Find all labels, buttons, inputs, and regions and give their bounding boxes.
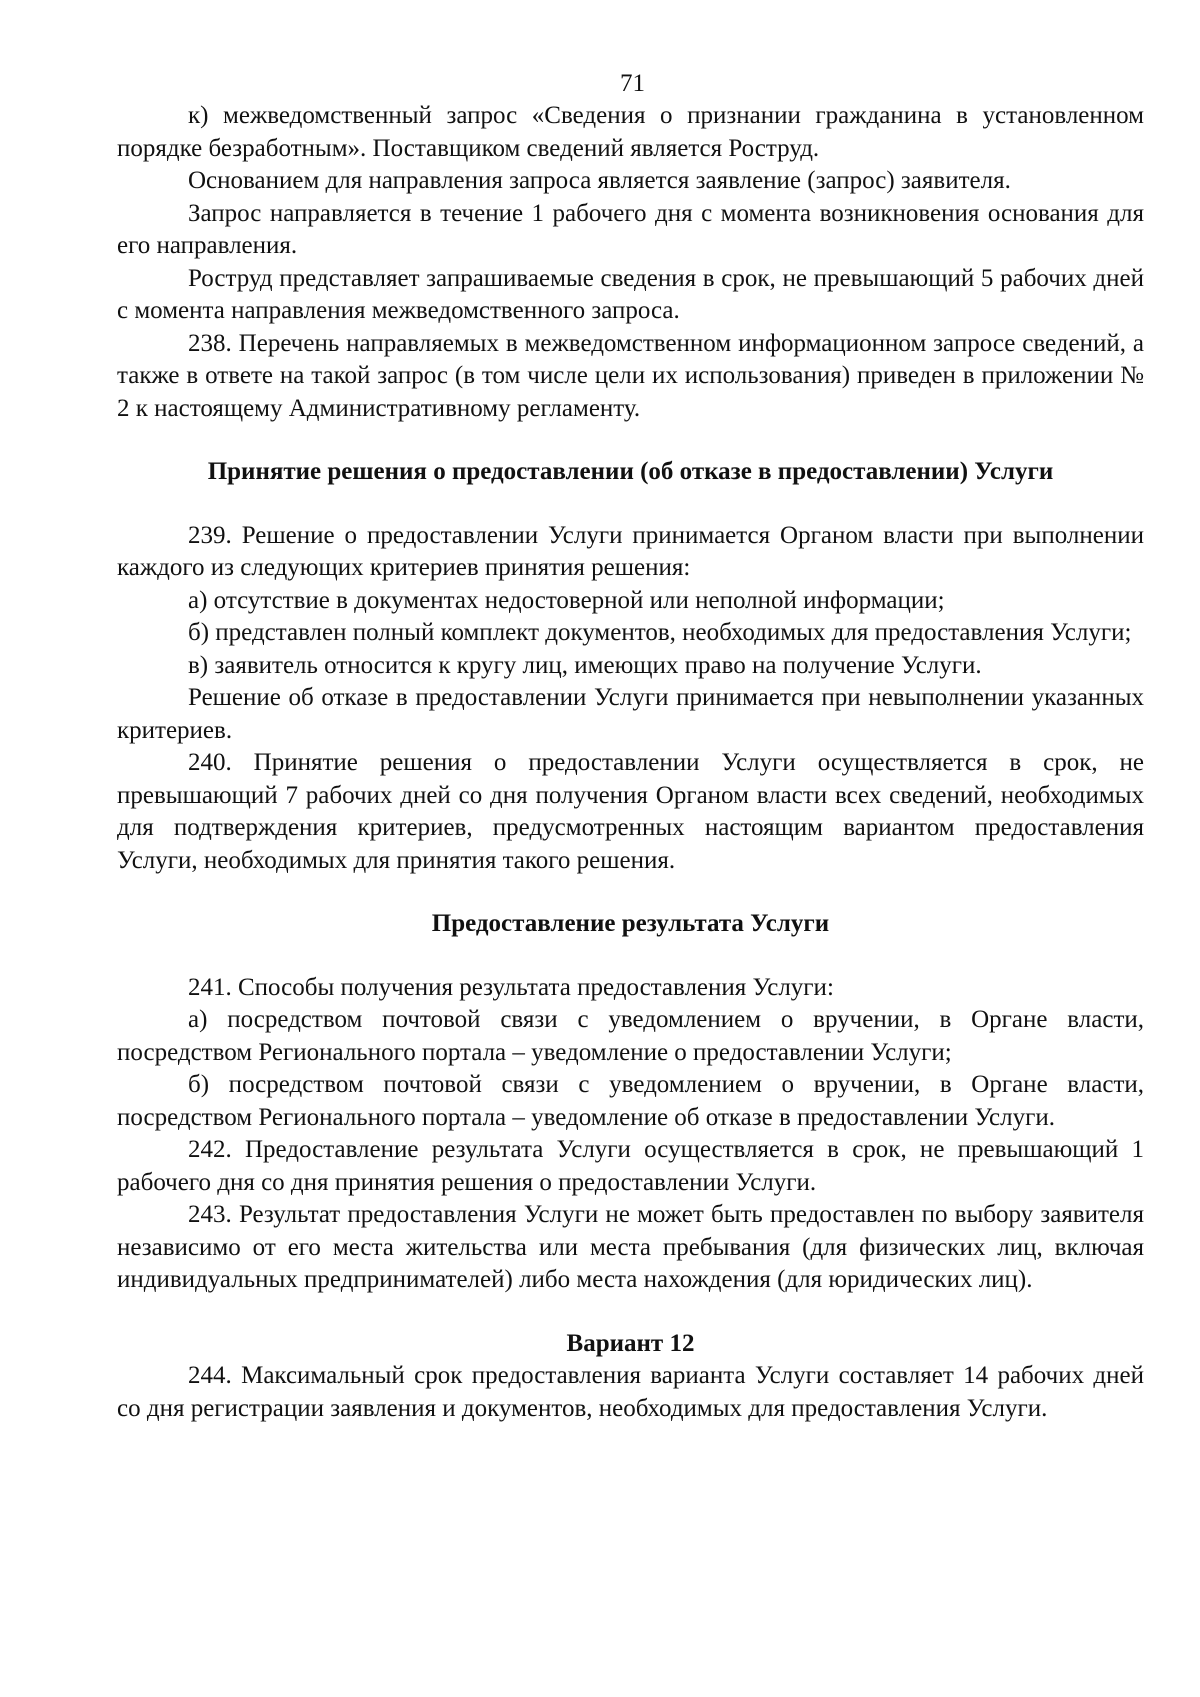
paragraph-refusal-decision: Решение об отказе в предоставлении Услуги принимается при невыполнении указанных критериев. [117,684,1144,744]
section-heading-result: Предоставление результата Услуги [431,910,830,937]
paragraph-criterion-a: а) отсутствие в документах недостоверной или неполной информации; [188,586,945,614]
paragraph-240: 240. Принятие решения о предоставлении Услуги осуществляется в срок, не превышающий 7 рабочих дней со дня получения Органом власти всех сведений, необходимых для подтверждения критериев, предусмотренных настоящим вариантом предоставления Услуги, необходимых для принятия такого решения. [117,749,1144,874]
paragraph-241: 241. Способы получения результата предоставления Услуги: [188,973,834,1001]
paragraph-238: 238. Перечень направляемых в межведомственном информационном запросе сведений, а также в ответе на такой запрос (в том числе цели их использования) приведен в приложении № 2 к настоящему Административному регламенту. [117,329,1144,422]
paragraph-241-b: б) посредством почтовой связи с уведомлением о вручении, в Органе власти, посредством Регионального портала – уведомление об отказе в предоставлении Услуги. [117,1071,1144,1131]
paragraph-request-basis: Основанием для направления запроса является заявление (запрос) заявителя. [188,167,1011,194]
paragraph-243: 243. Результат предоставления Услуги не может быть предоставлен по выбору заявителя независимо от его места жительства или места пребывания (для физических лиц, включая индивидуальных предпринимателей) либо места нахождения (для юридических лиц). [117,1201,1144,1293]
section-heading-decision: Принятие решения о предоставлении (об отказе в предоставлении) Услуги [207,458,1054,485]
paragraph-241-a: а) посредством почтовой связи с уведомлением о вручении, в Органе власти, посредством Регионального портала – уведомление о предоставлении Услуги; [117,1006,1144,1066]
paragraph-criterion-v: в) заявитель относится к кругу лиц, имеющих право на получение Услуги. [188,651,982,679]
paragraph-k-interagency-request: к) межведомственный запрос «Сведения о признании гражданина в установленном порядке безработным». Поставщиком сведений является Роструд. [117,102,1144,162]
page-number: 71 [620,70,645,97]
paragraph-criterion-b: б) представлен полный комплект документов, необходимых для предоставления Услуги; [188,619,1132,646]
paragraph-request-timing: Запрос направляется в течение 1 рабочего дня с момента возникновения основания для его направления. [117,199,1144,259]
paragraph-239: 239. Решение о предоставлении Услуги принимается Органом власти при выполнении каждого из следующих критериев принятия решения: [117,521,1144,581]
section-heading-variant-12: Вариант 12 [566,1329,695,1357]
paragraph-242: 242. Предоставление результата Услуги осуществляется в срок, не превышающий 1 рабочего дня со дня принятия решения о предоставлении Услуги. [117,1136,1144,1196]
paragraph-244: 244. Максимальный срок предоставления варианта Услуги составляет 14 рабочих дней со дня регистрации заявления и документов, необходимых для предоставления Услуги. [117,1362,1144,1422]
paragraph-rostrud-response: Роструд представляет запрашиваемые сведения в срок, не превышающий 5 рабочих дней с момента направления межведомственного запроса. [117,264,1144,324]
